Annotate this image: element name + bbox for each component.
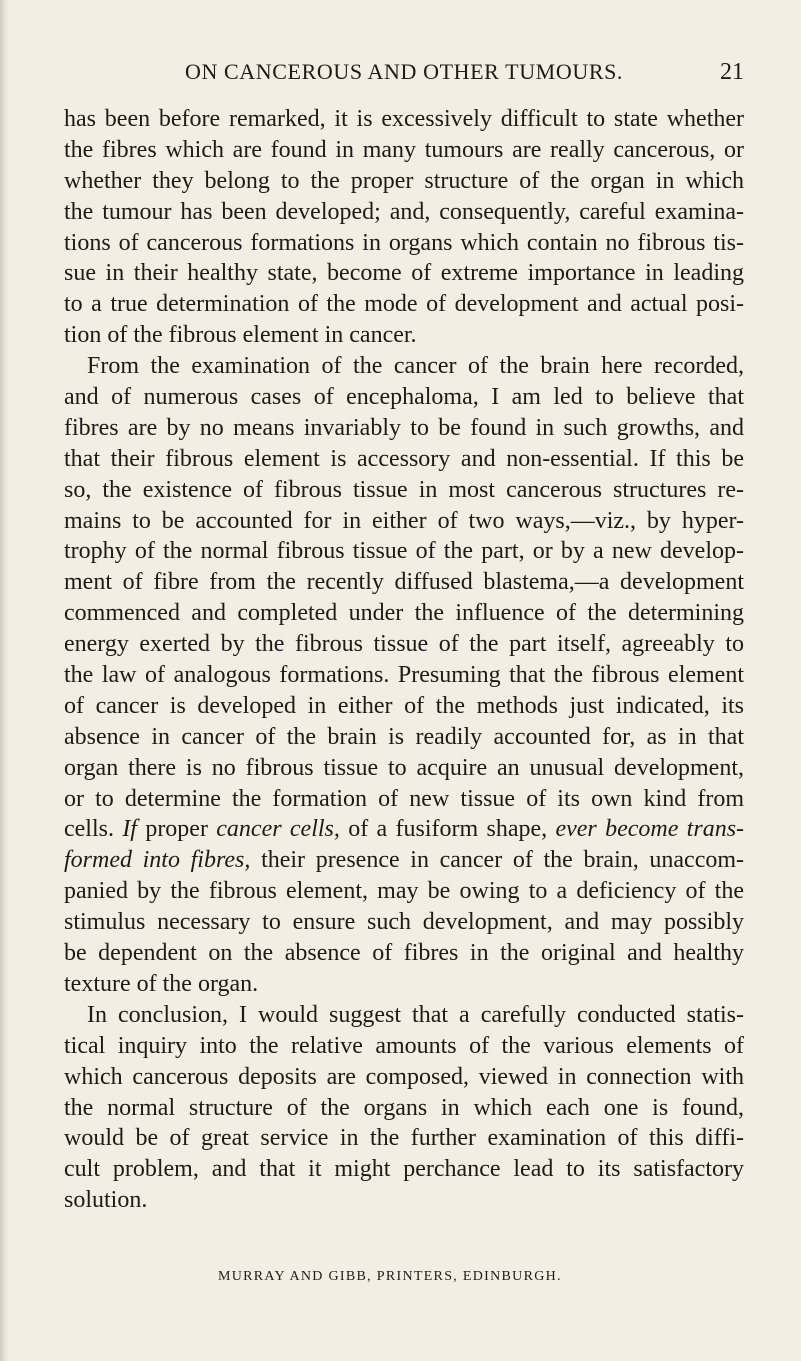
text-line: tion of the fibrous element in cancer. <box>64 322 417 349</box>
italic-run: formed into fibres, <box>64 847 251 874</box>
running-title: ON CANCEROUS AND OTHER TUMOURS. <box>184 59 624 84</box>
text-line: fibres are by no means invariably to be found in such growths, and <box>64 414 744 441</box>
text-line: the normal structure of the organs in which each one is found, <box>64 1094 744 1121</box>
text-run: of a fusiform shape, <box>348 816 548 843</box>
text-line: stimulus necessary to ensure such development, and may possibly <box>64 909 744 936</box>
text-run: proper <box>145 816 208 843</box>
text-line: or to determine the formation of new tissue of its own kind from <box>64 785 744 812</box>
text-run: cells. <box>64 816 114 843</box>
text-line: whether they belong to the proper structure of the organ in which <box>64 167 744 194</box>
text-line: cult problem, and that it might perchance lead to its satisfactory <box>64 1156 744 1183</box>
text-line: mains to be accounted for in either of two ways,—viz., by hyper- <box>64 507 744 534</box>
text-line: tions of cancerous formations in organs which contain no fibrous tis- <box>64 229 744 256</box>
text-line: energy exerted by the fibrous tissue of the part itself, agreeably to <box>64 631 744 658</box>
text-run: their presence in cancer of the brain, unaccom- <box>261 847 745 874</box>
text-line: trophy of the normal fibrous tissue of the part, or by a new develop- <box>64 538 744 565</box>
text-line: so, the existence of fibrous tissue in most cancerous structures re- <box>64 476 744 503</box>
text-line: panied by the fibrous element, may be owing to a deficiency of the <box>64 878 744 905</box>
text-line: organ there is no fibrous tissue to acquire an unusual development, <box>64 754 744 781</box>
text-line: would be of great service in the further examination of this diffi- <box>64 1125 744 1152</box>
text-line: texture of the organ. <box>64 970 259 997</box>
page-edge <box>0 0 9 1361</box>
text-line: be dependent on the absence of fibres in the original and healthy <box>64 940 744 967</box>
text-line: and of numerous cases of encephaloma, I am led to believe that <box>64 384 744 411</box>
text-line: sue in their healthy state, become of extreme importance in leading <box>64 260 744 287</box>
text-line: solution. <box>64 1187 148 1214</box>
text-line: the fibres which are found in many tumours are really cancerous, or <box>64 136 744 163</box>
text-line: the tumour has been developed; and, consequently, careful examina- <box>64 198 744 225</box>
text-line: commenced and completed under the influence of the determining <box>64 600 744 627</box>
body-text <box>64 104 744 1216</box>
text-line: that their fibrous element is accessory and non-essential. If this be <box>64 445 744 472</box>
text-line: ment of fibre from the recently diffused blastema,—a development <box>64 569 744 596</box>
text-line: absence in cancer of the brain is readily accounted for, as in that <box>64 723 744 750</box>
text-line: to a true determination of the mode of development and actual posi- <box>64 291 744 318</box>
text-line: which cancerous deposits are composed, viewed in connection with <box>64 1063 744 1090</box>
text-line: has been before remarked, it is excessively difficult to state whether <box>64 106 744 132</box>
printer-imprint: MURRAY AND GIBB, PRINTERS, EDINBURGH. <box>218 1269 562 1284</box>
text-line: tical inquiry into the relative amounts of the various elements of <box>64 1032 744 1059</box>
text-line: of cancer is developed in either of the methods just indicated, its <box>64 692 744 719</box>
text-line: the law of analogous formations. Presuming that the fibrous element <box>64 662 744 689</box>
text-line-mixed <box>64 845 744 876</box>
page-number: 21 <box>720 59 744 85</box>
running-head <box>64 57 744 87</box>
italic-run: If <box>122 816 137 843</box>
text-line: In conclusion, I would suggest that a carefully conducted statis- <box>87 1001 744 1028</box>
italic-run: cancer cells, <box>216 816 340 843</box>
text-line: From the examination of the cancer of the brain here recorded, <box>87 353 744 380</box>
italic-run: ever become trans- <box>555 816 745 843</box>
text-line-mixed <box>64 814 744 845</box>
